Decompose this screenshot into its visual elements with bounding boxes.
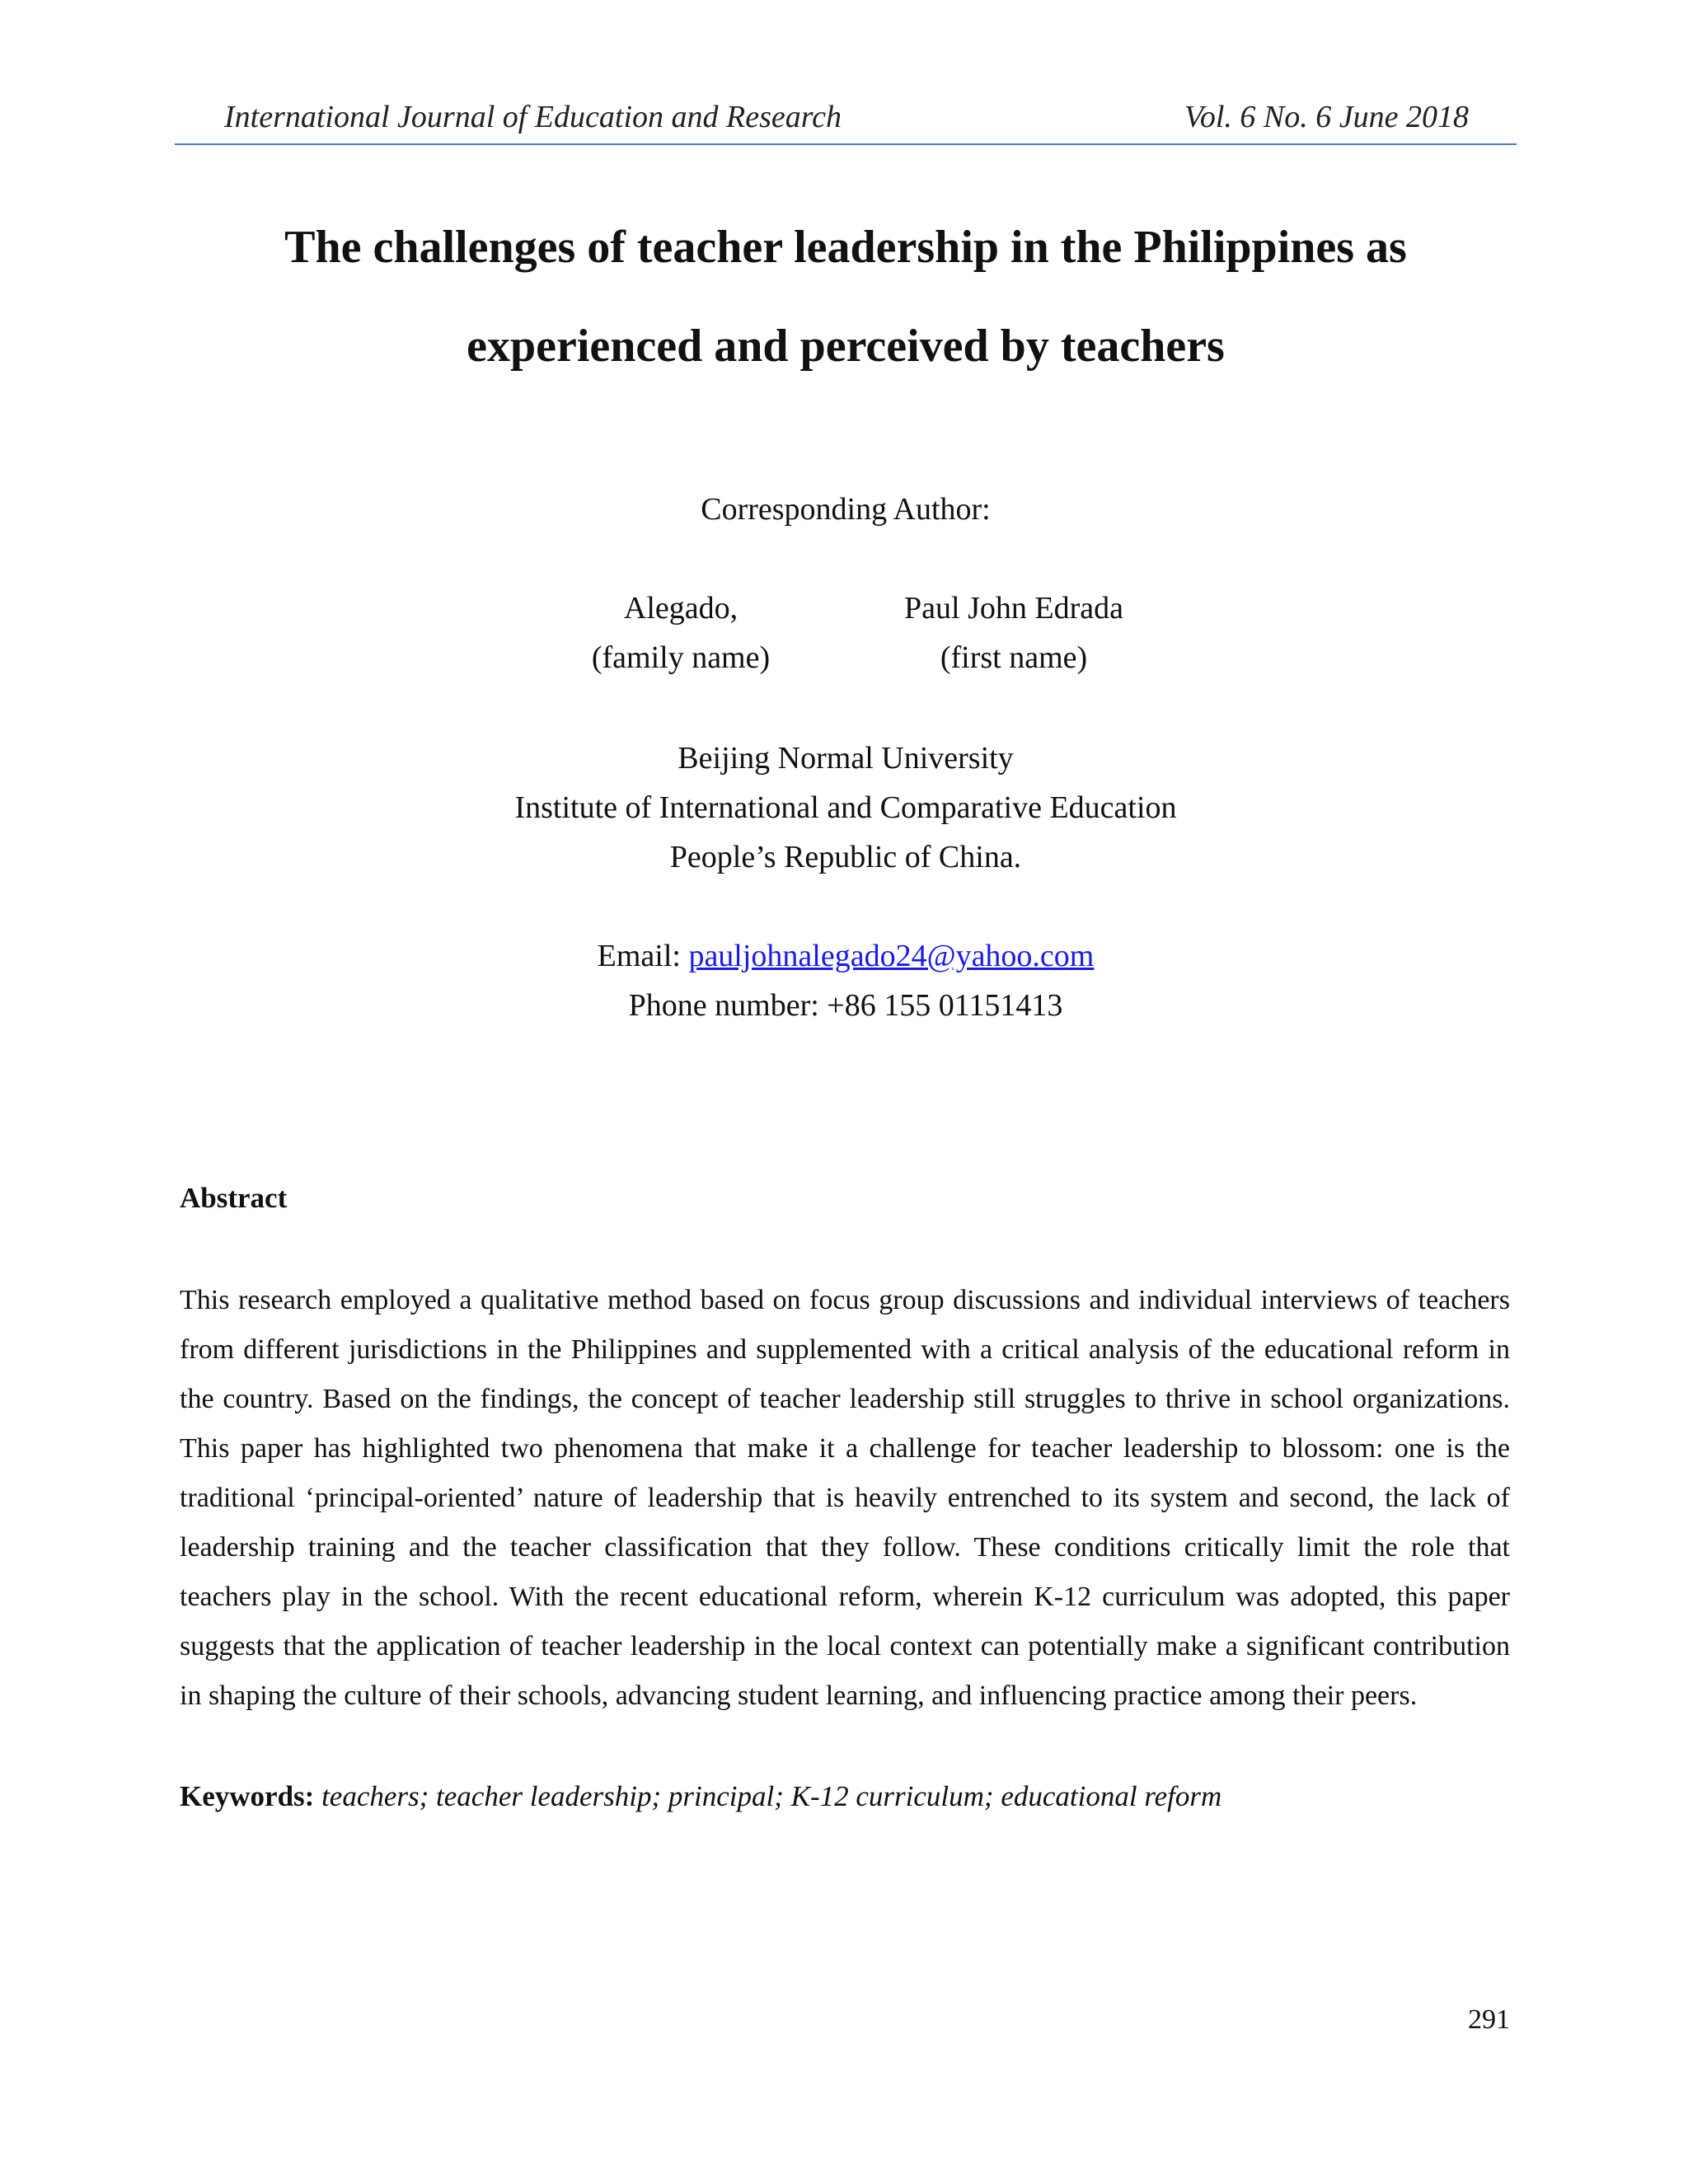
keywords-list: teachers; teacher leadership; principal; K-12 curriculum; educational reform bbox=[321, 1780, 1222, 1812]
paper-title-line-1: The challenges of teacher leadership in the Philippines as bbox=[284, 222, 1407, 273]
first-name-column bbox=[849, 583, 1179, 682]
family-name: Alegado, bbox=[623, 591, 738, 626]
abstract-heading: Abstract bbox=[180, 1182, 288, 1214]
affiliation-institute: Institute of International and Comparative Education bbox=[514, 790, 1177, 825]
keywords-label: Keywords: bbox=[180, 1780, 322, 1812]
page-number: 291 bbox=[1468, 2004, 1510, 2035]
running-header bbox=[175, 97, 1517, 145]
affiliation-country: People’s Republic of China. bbox=[669, 840, 1022, 874]
journal-volume: Vol. 6 No. 6 June 2018 bbox=[1184, 100, 1469, 134]
affiliation bbox=[175, 733, 1517, 882]
family-name-caption: (family name) bbox=[591, 640, 771, 675]
keywords bbox=[180, 1772, 1510, 1821]
paper-title-line-2: experienced and perceived by teachers bbox=[467, 321, 1225, 372]
abstract-text: This research employed a qualitative method based on focus group discussions and individual interviews of teachers from different jurisdictions in the Philippines and supplemented with a critical analysis of the educational reform in the country. Based on the findings, the concept of teacher leadership still struggles to thrive in school organizations. This paper has highlighted two phenomena that make it a challenge for teacher leadership to blossom: one is the traditional ‘principal-oriented’ nature of leadership that is heavily entrenched to its system and second, the lack of leadership training and the teacher classification that they follow. These conditions critically limit the role that teachers play in the school. With the recent educational reform, wherein K-12 curriculum was adopted, this paper suggests that the application of teacher leadership in the local context can potentially make a significant contribution in shaping the culture of their schools, advancing student learning, and influencing practice among their peers. bbox=[180, 1285, 1510, 1711]
corresponding-author-label: Corresponding Author: bbox=[701, 492, 991, 527]
first-name-caption: (first name) bbox=[940, 640, 1088, 675]
phone-number: Phone number: +86 155 01151413 bbox=[628, 988, 1063, 1023]
paper-title bbox=[175, 198, 1517, 396]
email-link[interactable]: pauljohnalegado24@yahoo.com bbox=[688, 939, 1095, 973]
contact-info bbox=[175, 931, 1517, 1030]
journal-name: International Journal of Education and Research bbox=[224, 100, 842, 134]
email-line bbox=[175, 931, 1517, 981]
family-name-column bbox=[516, 583, 846, 682]
first-name: Paul John Edrada bbox=[904, 591, 1123, 626]
affiliation-university: Beijing Normal University bbox=[678, 741, 1014, 776]
email-label: Email: bbox=[597, 939, 689, 973]
